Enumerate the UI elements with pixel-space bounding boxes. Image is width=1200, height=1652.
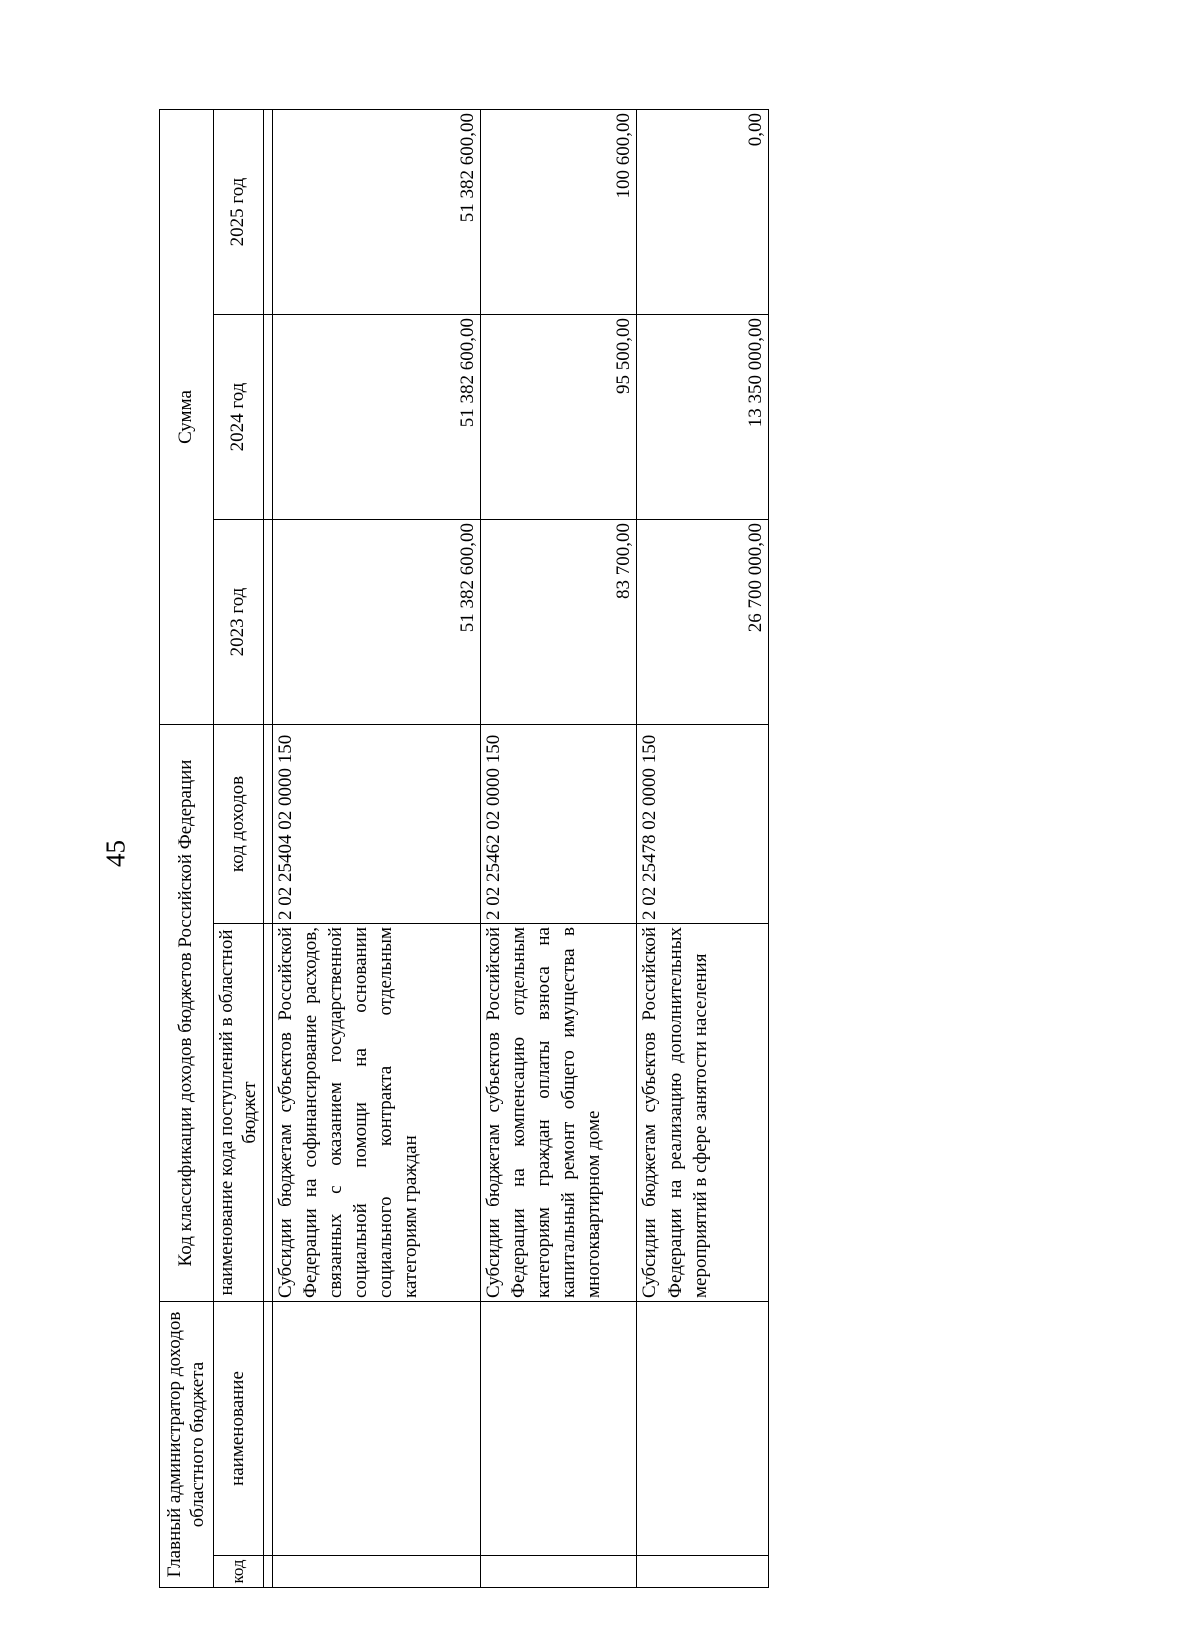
sum-2025-cell: 0,00 — [637, 109, 769, 314]
description-cell: Субсидии бюджетам субъектов Российской Федерации на реализацию дополнительных мероприятий в сфере занятости населения — [637, 924, 769, 1302]
sum-2024-cell: 95 500,00 — [480, 315, 637, 520]
admin-name-cell — [637, 1302, 769, 1556]
classification-group-header: Код классификации доходов бюджетов Российской Федерации — [160, 725, 214, 1302]
spacer-cell — [264, 520, 273, 725]
header-row-2 — [214, 109, 264, 1587]
spacer-cell — [264, 725, 273, 924]
sum-2023-cell: 51 382 600,00 — [273, 520, 481, 725]
page-number: 45 — [100, 840, 131, 867]
admin-name-cell — [273, 1302, 481, 1556]
admin-code-cell — [637, 1556, 769, 1588]
admin-group-header: Главный администратор доходов областного бюджета — [160, 1302, 214, 1588]
table-row — [637, 109, 769, 1587]
header-spacer-row — [264, 109, 273, 1587]
sum-2025-cell: 100 600,00 — [480, 109, 637, 314]
header-row-1 — [160, 109, 214, 1587]
spacer-cell — [264, 924, 273, 1302]
sum-2024-cell: 13 350 000,00 — [637, 315, 769, 520]
year-2024-header: 2024 год — [214, 315, 264, 520]
year-2023-header: 2023 год — [214, 520, 264, 725]
spacer-cell — [264, 1302, 273, 1556]
description-cell: Субсидии бюджетам субъектов Российской Федерации на софинансирование расходов, связанных с оказанием государственной социальной помощи на основании социального контракта отдельным категориям граждан — [273, 924, 481, 1302]
spacer-cell — [264, 109, 273, 314]
table-row — [480, 109, 637, 1587]
table-row — [273, 109, 481, 1587]
sum-2023-cell: 83 700,00 — [480, 520, 637, 725]
admin-code-header: код — [214, 1556, 264, 1588]
sum-2023-cell: 26 700 000,00 — [637, 520, 769, 725]
income-code-cell: 2 02 25404 02 0000 150 — [273, 725, 481, 924]
sum-2025-cell: 51 382 600,00 — [273, 109, 481, 314]
budget-income-table — [159, 109, 769, 1588]
admin-code-cell — [480, 1556, 637, 1588]
income-code-header: код доходов — [214, 725, 264, 924]
sum-group-header: Сумма — [160, 109, 214, 724]
income-name-header: наименование кода поступлений в областной бюджет — [214, 924, 264, 1302]
sum-2024-cell: 51 382 600,00 — [273, 315, 481, 520]
admin-code-cell — [273, 1556, 481, 1588]
income-code-cell: 2 02 25478 02 0000 150 — [637, 725, 769, 924]
spacer-cell — [264, 1556, 273, 1588]
admin-name-cell — [480, 1302, 637, 1556]
spacer-cell — [264, 315, 273, 520]
income-code-cell: 2 02 25462 02 0000 150 — [480, 725, 637, 924]
year-2025-header: 2025 год — [214, 109, 264, 314]
table-container — [159, 110, 769, 1588]
admin-name-header: наименование — [214, 1302, 264, 1556]
description-cell: Субсидии бюджетам субъектов Российской Федерации на компенсацию отдельным категориям граждан оплаты взноса на капитальный ремонт общего имущества в многоквартирном доме — [480, 924, 637, 1302]
